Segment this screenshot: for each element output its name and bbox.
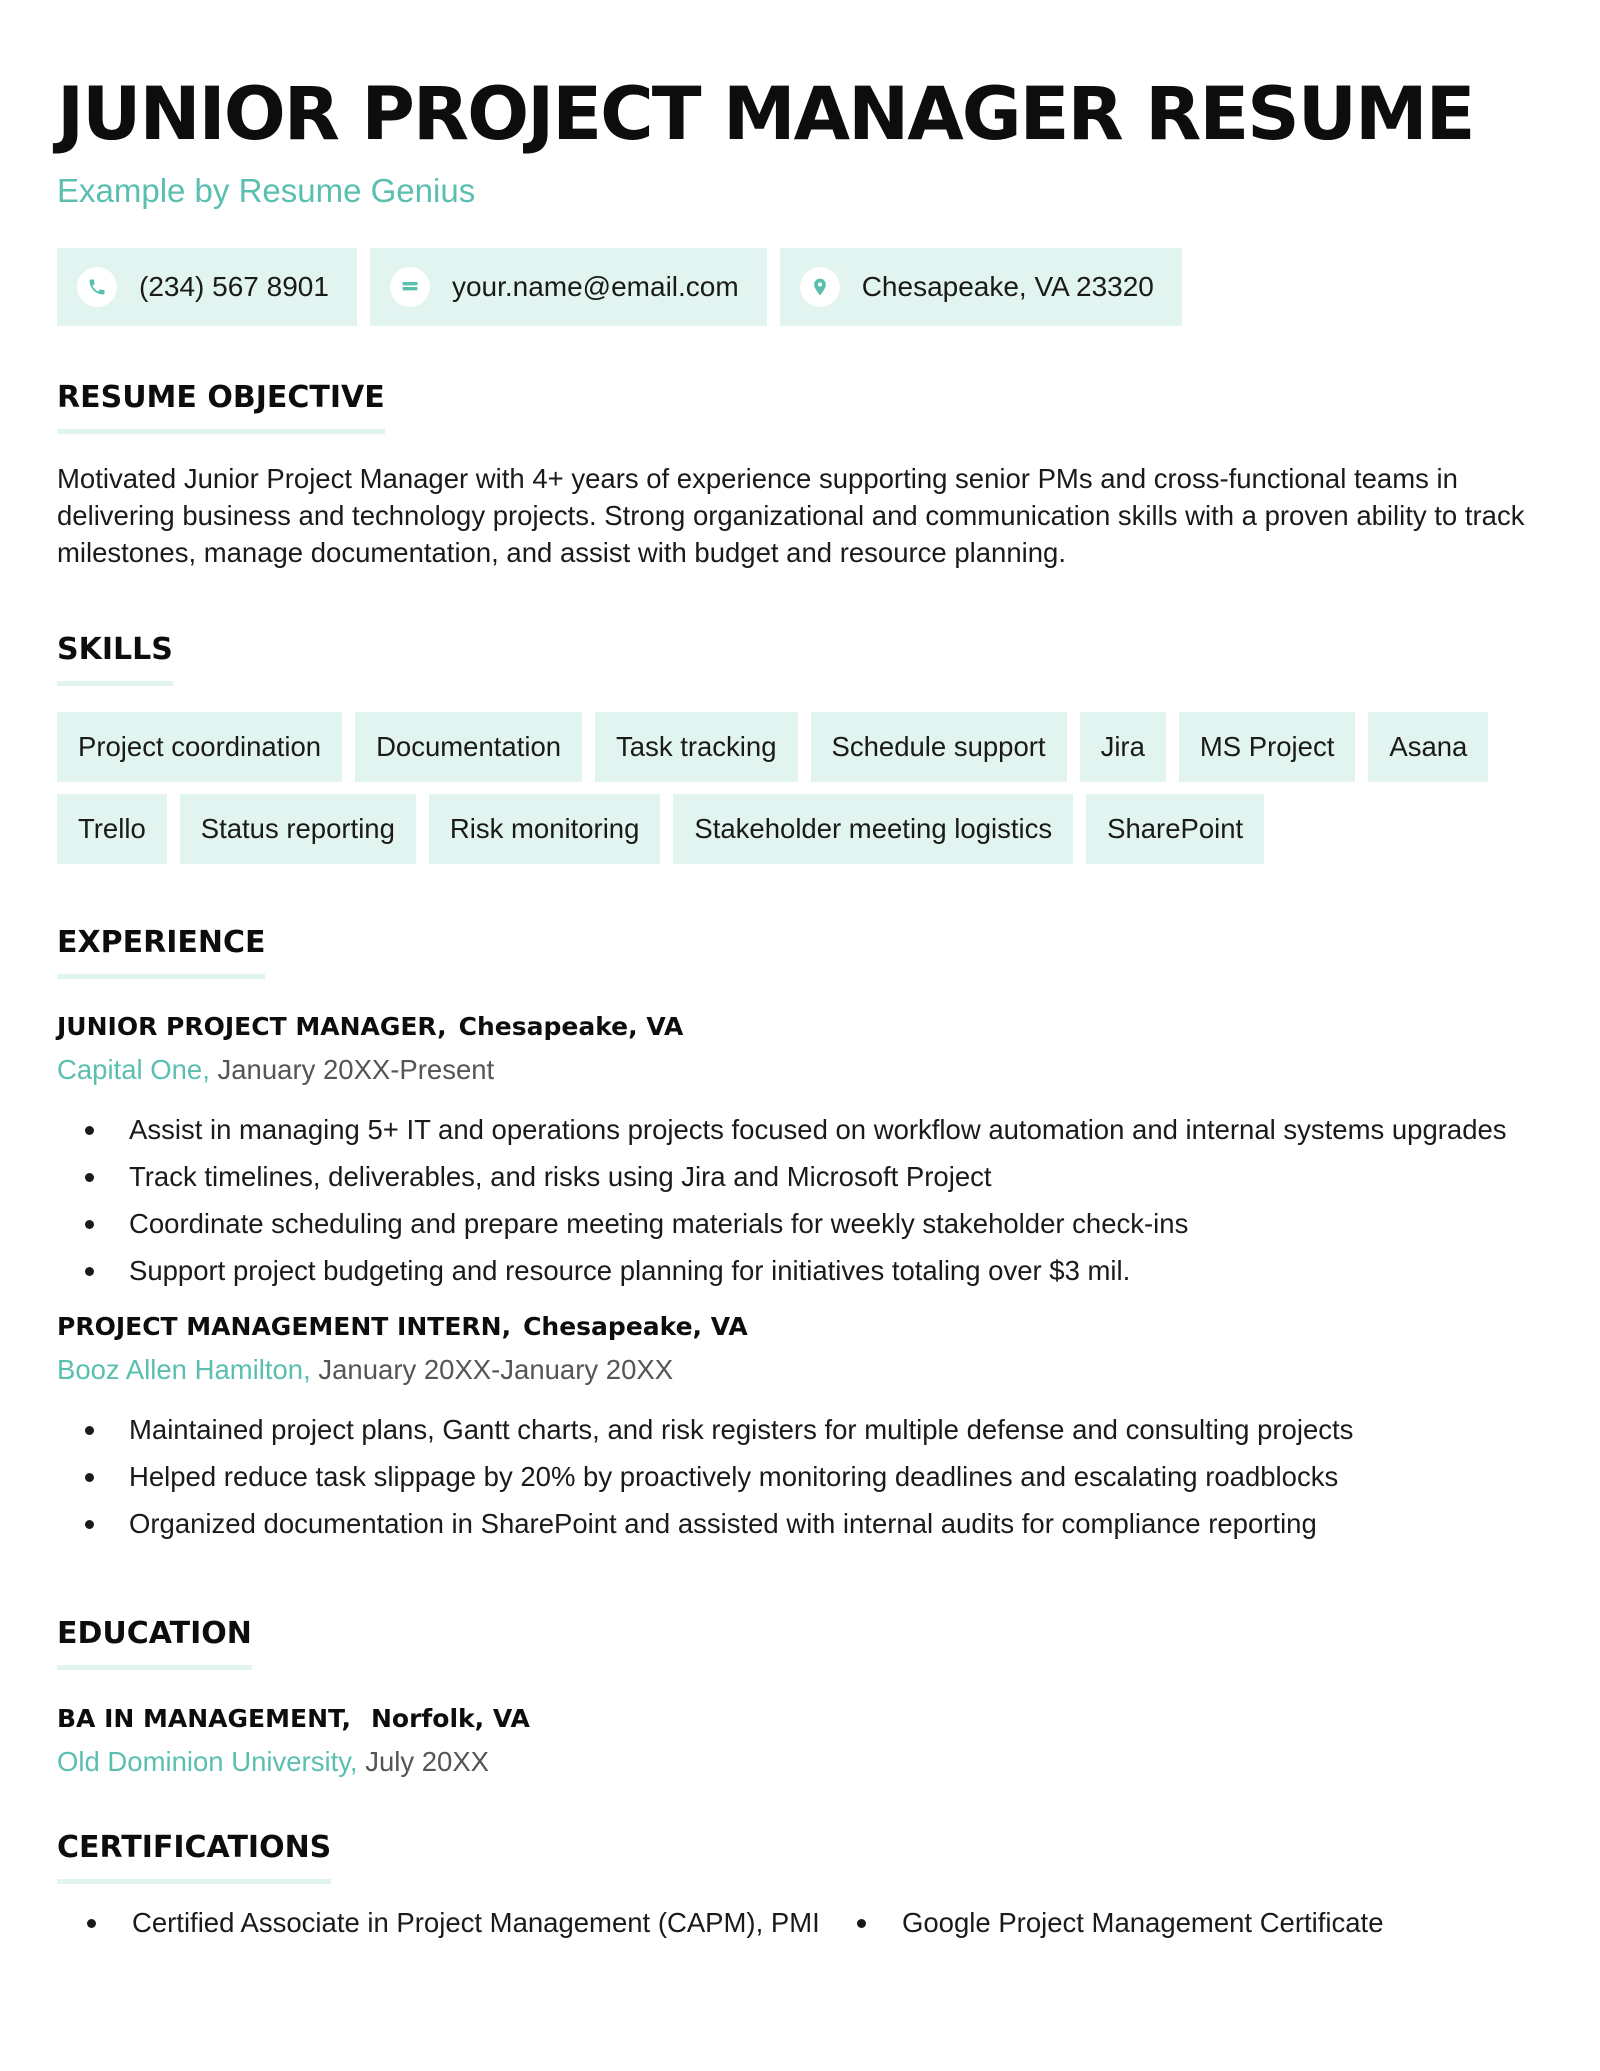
- job-bullets: [57, 1406, 1557, 1547]
- location-text: Chesapeake, VA 23320: [861, 271, 1154, 302]
- graduation-date: July 20XX: [365, 1746, 490, 1777]
- skill-tag: SharePoint: [1086, 794, 1264, 864]
- skill-tag: Risk monitoring: [429, 794, 661, 864]
- skill-tag: Schedule support: [811, 712, 1067, 782]
- education-heading: EDUCATION: [57, 1616, 252, 1670]
- skills-row: [57, 794, 1557, 864]
- skill-tag: Documentation: [355, 712, 582, 782]
- email-address: your.name@email.com: [451, 271, 739, 302]
- contact-bar: [57, 248, 1182, 326]
- skills-list: [57, 712, 1557, 876]
- job-bullets: [57, 1106, 1557, 1294]
- objective-heading: RESUME OBJECTIVE: [57, 380, 385, 434]
- job-company: Capital One,: [57, 1054, 210, 1085]
- list-item: Support project budgeting and resource planning for initiatives totaling over $3 mil.: [57, 1247, 1557, 1294]
- school-name: Old Dominion University,: [57, 1746, 358, 1777]
- objective-text: Motivated Junior Project Manager with 4+ years of experience supporting senior PMs and cross-functional teams in delivering business and technology projects. Strong organizational and communication skills with a proven ability to track milestones, manage documentation, and assist with budget and resource planning.: [57, 463, 1525, 568]
- skill-tag: Status reporting: [180, 794, 416, 864]
- contact-email[interactable]: [370, 248, 767, 326]
- skill-tag: Trello: [57, 794, 167, 864]
- skill-tag: Asana: [1368, 712, 1488, 782]
- job-dates: January 20XX-Present: [217, 1054, 495, 1085]
- certifications-list: [57, 1904, 1557, 1941]
- job-meta: [57, 1054, 494, 1086]
- job-location: Chesapeake, VA: [458, 1012, 684, 1041]
- list-item: Organized documentation in SharePoint and assisted with internal audits for compliance reporting: [57, 1500, 1557, 1547]
- skill-tag: Stakeholder meeting logistics: [673, 794, 1073, 864]
- phone-icon: [77, 267, 117, 307]
- job-location: Chesapeake, VA: [523, 1312, 748, 1341]
- skills-row: [57, 712, 1557, 782]
- skill-tag: MS Project: [1179, 712, 1355, 782]
- experience-heading: EXPERIENCE: [57, 925, 265, 979]
- list-item: Maintained project plans, Gantt charts, and risk registers for multiple defense and consulting projects: [57, 1406, 1557, 1453]
- phone-number: (234) 567 8901: [139, 271, 329, 302]
- job-company: Booz Allen Hamilton,: [57, 1354, 311, 1385]
- job-title: [57, 1312, 748, 1341]
- page-title: JUNIOR PROJECT MANAGER RESUME: [57, 72, 1474, 157]
- location-pin-icon: [800, 267, 840, 307]
- page-subtitle: Example by Resume Genius: [57, 172, 476, 209]
- degree-name: BA IN MANAGEMENT,: [57, 1704, 351, 1733]
- list-item: Google Project Management Certificate: [827, 1904, 1384, 1941]
- list-item: Helped reduce task slippage by 20% by proactively monitoring deadlines and escalating roadblocks: [57, 1453, 1557, 1500]
- education-meta: [57, 1746, 489, 1778]
- contact-location: [780, 248, 1182, 326]
- education-location: Norfolk, VA: [371, 1704, 530, 1733]
- skill-tag: Project coordination: [57, 712, 342, 782]
- skill-tag: Task tracking: [595, 712, 797, 782]
- list-item: Certified Associate in Project Management (CAPM), PMI: [57, 1904, 827, 1941]
- job-dates: January 20XX-January 20XX: [318, 1354, 674, 1385]
- certifications-heading: CERTIFICATIONS: [57, 1830, 331, 1884]
- contact-phone[interactable]: [57, 248, 357, 326]
- job-title: [57, 1012, 683, 1041]
- skill-tag: Jira: [1080, 712, 1166, 782]
- skills-heading: SKILLS: [57, 632, 173, 686]
- job-position: PROJECT MANAGEMENT INTERN,: [57, 1312, 512, 1341]
- job-meta: [57, 1354, 673, 1386]
- email-icon: [390, 267, 430, 307]
- list-item: Track timelines, deliverables, and risks using Jira and Microsoft Project: [57, 1153, 1557, 1200]
- education-degree: [57, 1704, 530, 1733]
- job-position: JUNIOR PROJECT MANAGER,: [57, 1012, 447, 1041]
- list-item: Coordinate scheduling and prepare meeting materials for weekly stakeholder check-ins: [57, 1200, 1557, 1247]
- list-item: Assist in managing 5+ IT and operations projects focused on workflow automation and internal systems upgrades: [57, 1106, 1557, 1153]
